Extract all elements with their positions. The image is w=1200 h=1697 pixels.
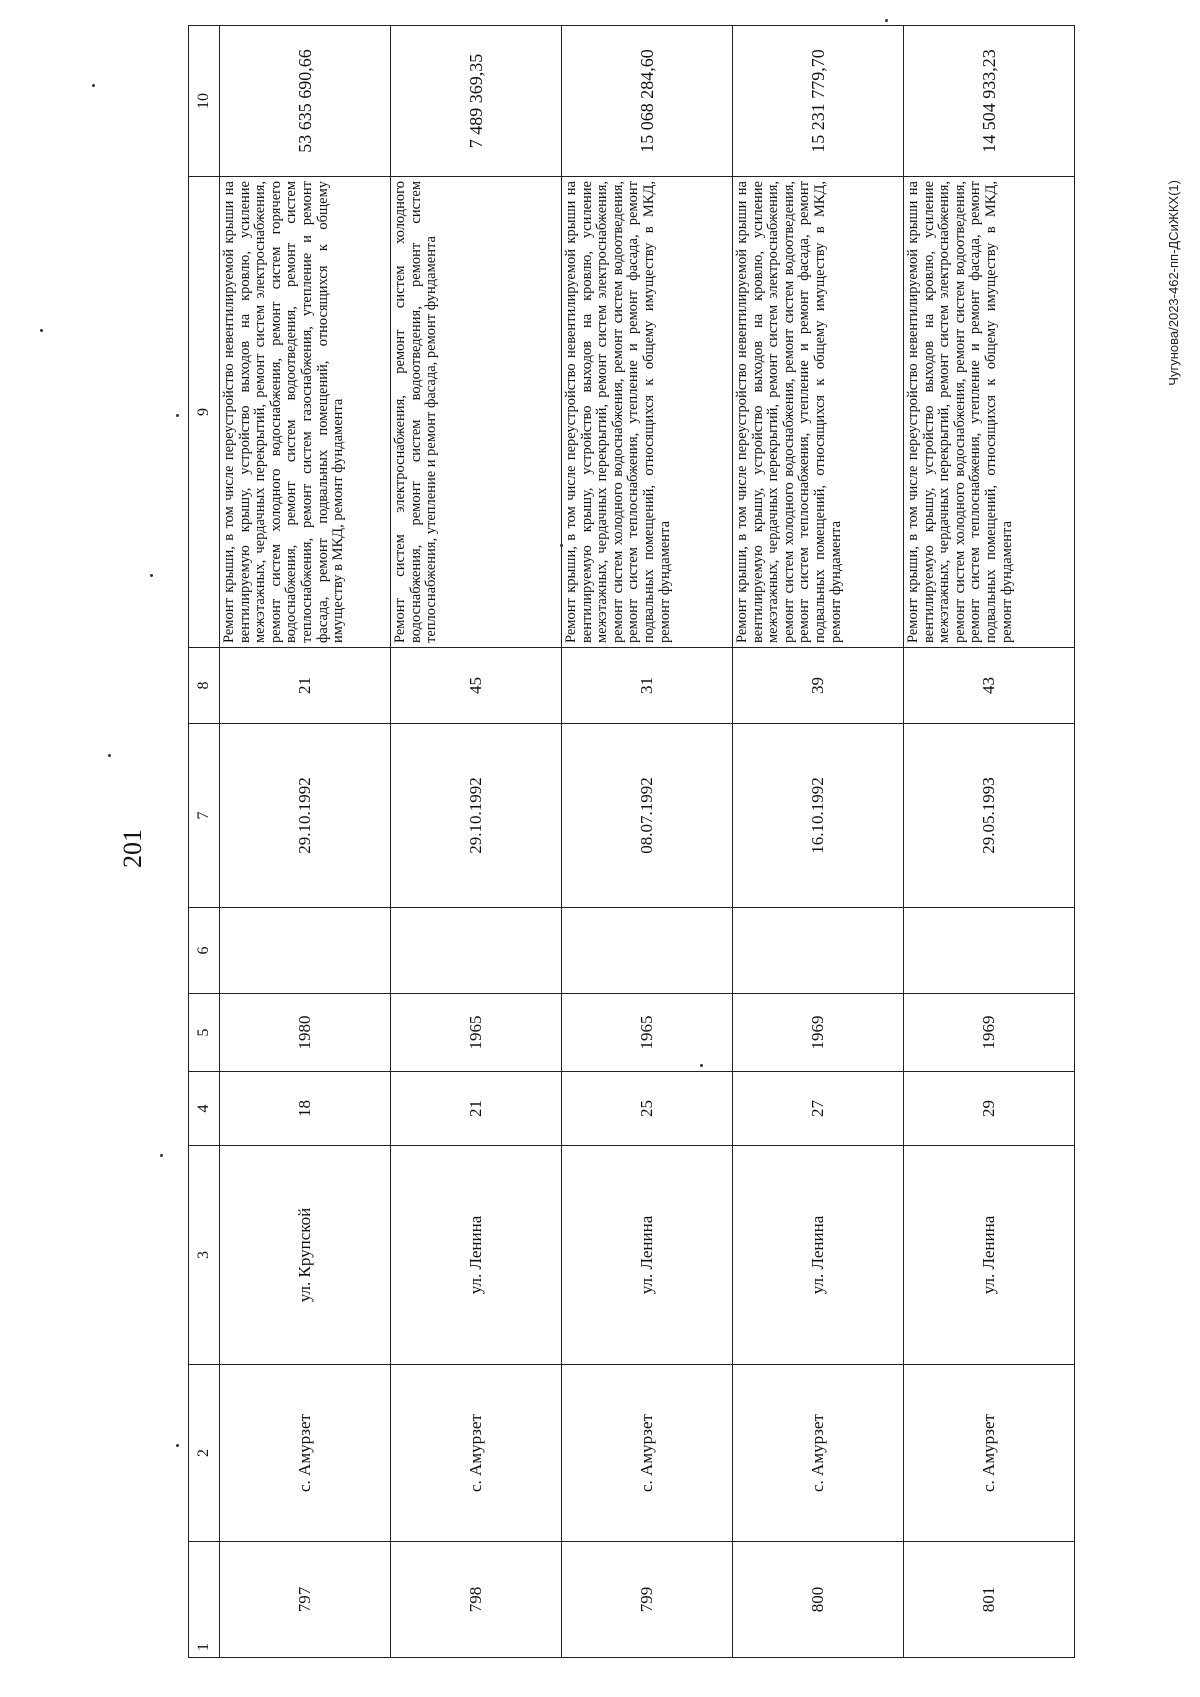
scan-speck: [176, 1444, 179, 1447]
row-number: 797: [220, 1542, 391, 1658]
house-number-cell: 27: [733, 1072, 904, 1146]
table-row: [562, 26, 733, 1658]
table-row: [220, 26, 391, 1658]
works-description-cell: Ремонт крыши, в том числе переустройство невентилируемой крыши на вентилируемую крышу, устройство выходов на кровлю, усиление межэтажных, чердачных перекрытий, ремонт систем электроснабжения, ремонт систем холодного водоснабжения, ремонт систем водоотведения, ремонт систем теплоснабжения, утепление и ремонт фасада, ремонт подвальных помещений, относящихся к общему имуществу в МКД, ремонт фундамента: [733, 177, 904, 648]
column-number: 9: [189, 177, 220, 648]
house-number-cell: 21: [391, 1072, 562, 1146]
street-cell: ул. Крупской: [220, 1146, 391, 1365]
street-cell: ул. Ленина: [733, 1146, 904, 1365]
works-description-cell: Ремонт крыши, в том числе переустройство невентилируемой крыши на вентилируемую крышу, устройство выходов на кровлю, усиление межэтажных, чердачных перекрытий, ремонт систем электроснабжения, ремонт систем холодного водоснабжения, ремонт систем водоотведения, ремонт систем теплоснабжения, утепление и ремонт фасада, ремонт подвальных помещений, относящихся к общему имуществу в МКД, ремонт фундамента: [904, 177, 1075, 648]
column-8-cell: 31: [562, 648, 733, 724]
scan-speck: [40, 329, 43, 332]
date-cell: 29.05.1993: [904, 724, 1075, 908]
column-number: 6: [189, 908, 220, 994]
column-8-cell: 39: [733, 648, 904, 724]
year-cell: 1965: [391, 994, 562, 1072]
column-8-cell: 45: [391, 648, 562, 724]
row-number: 801: [904, 1542, 1075, 1658]
year-cell: 1969: [733, 994, 904, 1072]
cost-cell: 53 635 690,66: [220, 26, 391, 177]
column-number: 2: [189, 1365, 220, 1542]
year-cell: 1980: [220, 994, 391, 1072]
column-6-cell: [220, 908, 391, 994]
settlement-cell: с. Амурзет: [904, 1365, 1075, 1542]
scan-speck: [160, 1154, 163, 1157]
works-description-cell: Ремонт крыши, в том числе переустройство невентилируемой крыши на вентилируемую крышу, устройство выходов на кровлю, усиление межэтажных, чердачных перекрытий, ремонт систем электроснабжения, ремонт систем холодного водоснабжения, ремонт систем горячего водоснабжения, ремонт систем водоотведения, ремонт систем теплоснабжения, ремонт систем газоснабжения, утепление и ремонт фасада, ремонт подвальных помещений, относящихся к общему имуществу в МКД, ремонт фундамента: [220, 177, 391, 648]
column-number: 4: [189, 1072, 220, 1146]
column-number-row: [189, 26, 220, 1658]
column-8-cell: 43: [904, 648, 1075, 724]
house-number-cell: 18: [220, 1072, 391, 1146]
scan-speck: [700, 1064, 703, 1067]
settlement-cell: с. Амурзет: [733, 1365, 904, 1542]
column-number: 10: [189, 26, 220, 177]
date-cell: 29.10.1992: [391, 724, 562, 908]
scan-speck: [560, 544, 563, 547]
year-cell: 1965: [562, 994, 733, 1072]
column-number: 3: [189, 1146, 220, 1365]
street-cell: ул. Ленина: [391, 1146, 562, 1365]
settlement-cell: с. Амурзет: [391, 1365, 562, 1542]
date-cell: 08.07.1992: [562, 724, 733, 908]
street-cell: ул. Ленина: [562, 1146, 733, 1365]
column-8-cell: 21: [220, 648, 391, 724]
date-cell: 29.10.1992: [220, 724, 391, 908]
column-6-cell: [733, 908, 904, 994]
column-number: 8: [189, 648, 220, 724]
works-description-cell: Ремонт крыши, в том числе переустройство невентилируемой крыши на вентилируемую крышу, устройство выходов на кровлю, усиление межэтажных, чердачных перекрытий, ремонт систем электроснабжения, ремонт систем холодного водоснабжения, ремонт систем водоотведения, ремонт систем теплоснабжения, утепление и ремонт фасада, ремонт подвальных помещений, относящихся к общему имуществу в МКД, ремонт фундамента: [562, 177, 733, 648]
street-cell: ул. Ленина: [904, 1146, 1075, 1365]
table-row: [733, 26, 904, 1658]
works-description-cell: Ремонт систем электроснабжения, ремонт систем холодного водоснабжения, ремонт систем водоотведения, ремонт систем теплоснабжения, утепление и ремонт фасада, ремонт фундамента: [391, 177, 562, 648]
house-number-cell: 25: [562, 1072, 733, 1146]
settlement-cell: с. Амурзет: [220, 1365, 391, 1542]
cost-cell: 15 231 779,70: [733, 26, 904, 177]
cost-cell: 7 489 369,35: [391, 26, 562, 177]
column-number: 7: [189, 724, 220, 908]
table-row: [904, 26, 1075, 1658]
date-cell: 16.10.1992: [733, 724, 904, 908]
scan-speck: [176, 414, 179, 417]
column-6-cell: [391, 908, 562, 994]
cost-cell: 15 068 284,60: [562, 26, 733, 177]
column-6-cell: [562, 908, 733, 994]
cost-cell: 14 504 933,23: [904, 26, 1075, 177]
table-row: [391, 26, 562, 1658]
scan-speck: [150, 574, 153, 577]
column-6-cell: [904, 908, 1075, 994]
scan-speck: [885, 19, 888, 22]
scan-speck: [92, 84, 95, 87]
scan-speck: [108, 754, 111, 757]
settlement-cell: с. Амурзет: [562, 1365, 733, 1542]
document-code: Чугунова/2023-462-пп-ДСиЖКХ(1): [1166, 180, 1181, 386]
column-number: 5: [189, 994, 220, 1072]
row-number: 800: [733, 1542, 904, 1658]
year-cell: 1969: [904, 994, 1075, 1072]
row-number: 798: [391, 1542, 562, 1658]
house-number-cell: 29: [904, 1072, 1075, 1146]
registry-table: [188, 25, 1075, 1658]
row-number: 799: [562, 1542, 733, 1658]
column-number: 1: [189, 1542, 220, 1658]
page-number: 201: [118, 829, 147, 868]
